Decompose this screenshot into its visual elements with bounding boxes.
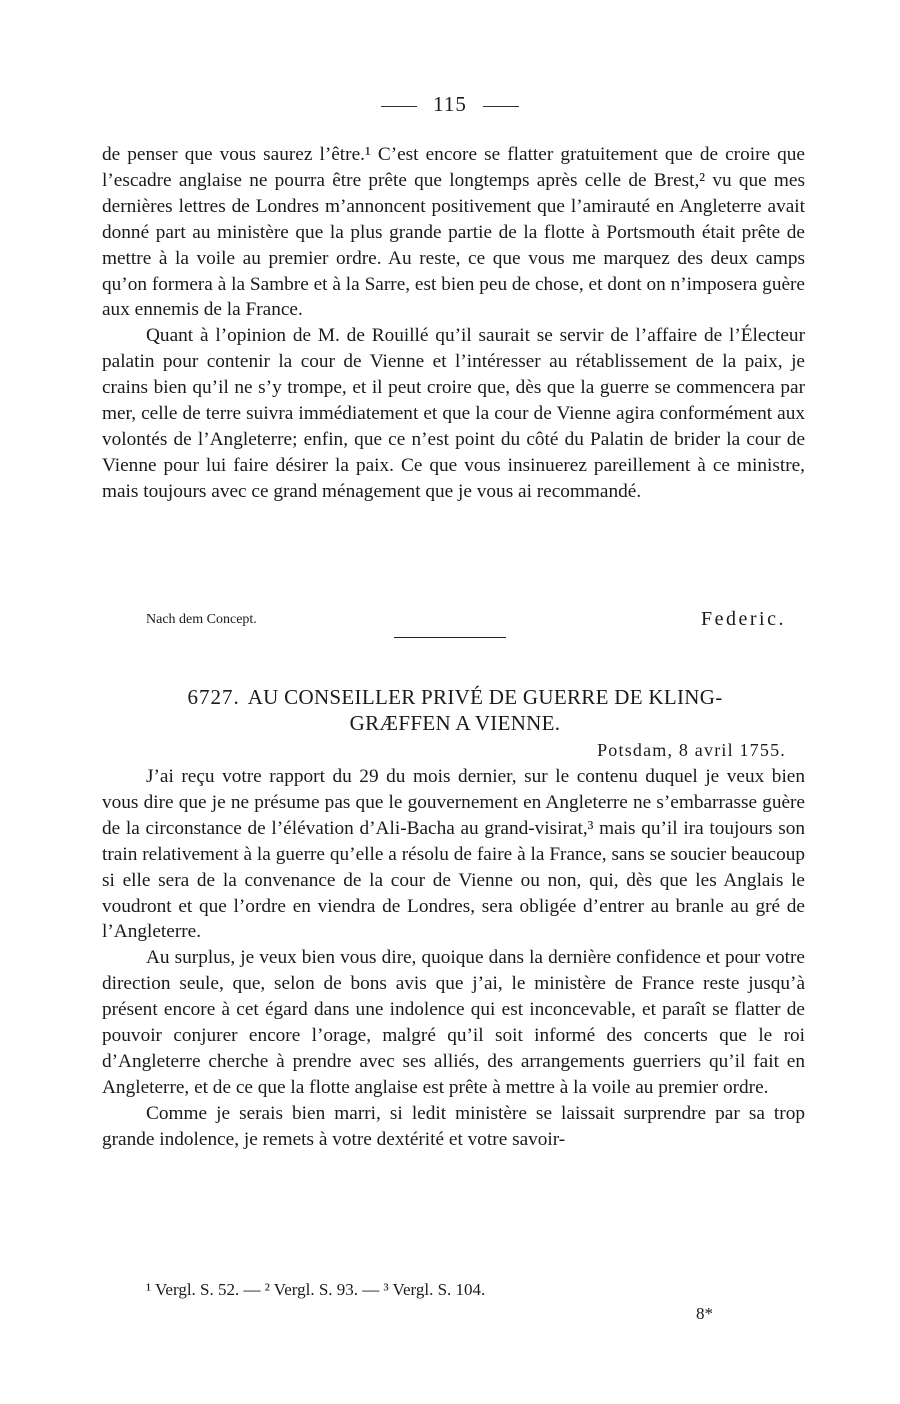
letter-continuation	[102, 142, 805, 505]
paragraph: J’ai reçu votre rapport du 29 du mois dernier, sur le contenu duquel je veux bien vous dire que je ne présume pas que le gouvernement en Angleterre ne s’embarrasse guère de la circonstance de l’élévation d’Ali-Bacha au grand-visirat,³ mais qu’il ira toujours son train relativement à la guerre qu’elle a résolu de faire à la France, sans se soucier beaucoup si elle sera de la convenance de la cour de Vienne ou non, qui, dès que les Anglais le voudront et que l’ordre en viendra de Londres, sera obligée d’entrer au branle au gré de l’Angleterre.	[102, 766, 805, 943]
section-divider	[394, 637, 506, 638]
paragraph: Comme je serais bien marri, si ledit ministère se laissait surprendre par sa trop grande indolence, je remets à votre dextérité et votre savoir-	[102, 1102, 805, 1150]
letter-title-line1: AU CONSEILLER PRIVÉ DE GUERRE DE KLING-	[247, 685, 723, 709]
signature: Federic.	[701, 608, 786, 630]
header-dash-right	[483, 106, 519, 107]
dateline: Potsdam, 8 avril 1755.	[597, 740, 786, 760]
page-number: 115	[433, 92, 467, 116]
letter-number: 6727.	[187, 685, 240, 709]
letter-heading	[130, 684, 780, 736]
letter-body	[102, 764, 805, 1153]
source-note: Nach dem Concept.	[146, 612, 257, 627]
page-header	[0, 92, 900, 117]
source-line	[146, 608, 786, 634]
paragraph: Au surplus, je veux bien vous dire, quoique dans la dernière confidence et pour votre direction seule, que, selon de bons avis que j’ai, le ministère de France reste jusqu’à présent encore à cet égard dans une indolence qui est inconcevable, et paraît se flatter de pouvoir conjurer encore l’orage, malgré qu’il soit informé des concerts que le roi d’Angleterre cherche à prendre avec ses alliés, des arrangements guerriers qu’il fait en Angleterre, et de ce que la flotte anglaise est prête à mettre à la voile au premier ordre.	[102, 947, 805, 1098]
paragraph: Quant à l’opinion de M. de Rouillé qu’il saurait se servir de l’affaire de l’Électeur palatin pour contenir la cour de Vienne et l’intéresser au rétablissement de la paix, je crains bien qu’il ne s’y trompe, et il peut croire que, dès que la guerre se commencera par mer, celle de terre suivra immédiatement et que la cour de Vienne agira conformément aux volontés de l’Angleterre; enfin, que ce n’est point du côté du Palatin de brider la cour de Vienne pour lui faire désirer la paix. Ce que vous insinuerez pareillement à ce ministre, mais toujours avec ce grand ménagement que je vous ai recommandé.	[102, 325, 805, 502]
footnotes: ¹ Vergl. S. 52. — ² Vergl. S. 93. — ³ Vergl. S. 104.	[146, 1280, 486, 1299]
letter-title-line2: GRÆFFEN A VIENNE.	[349, 711, 561, 735]
paragraph: de penser que vous saurez l’être.¹ C’est encore se flatter gratuitement que de croire que l’escadre anglaise ne pourra être prête que longtemps après celle de Brest,² vu que mes dernières lettres de Londres m’annoncent positivement que l’amirauté en Angleterre avait donné part au ministère que la plus grande partie de la flotte à Portsmouth était prête de mettre à la voile au premier ordre. Au reste, ce que vous me marquez des deux camps qu’on formera à la Sambre et à la Sarre, est bien peu de chose, et dont on n’imposera guère aux ennemis de la France.	[102, 144, 805, 321]
signature-mark: 8*	[696, 1304, 713, 1323]
header-dash-left	[381, 106, 417, 107]
